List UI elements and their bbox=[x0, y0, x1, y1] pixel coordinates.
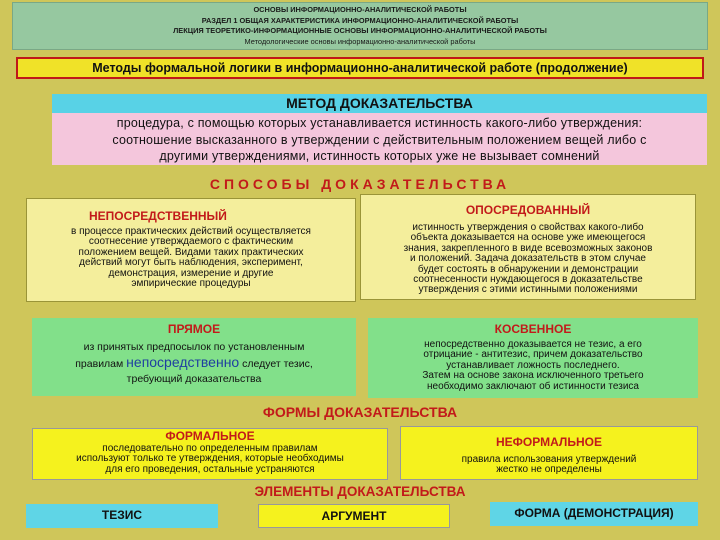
straight-text-part: следует тезис, bbox=[242, 358, 313, 370]
indirect-text-line: утверждения с этими истинными положениями bbox=[418, 284, 638, 296]
informal-text-line: жестко не определены bbox=[496, 464, 602, 476]
formal-title: ФОРМАЛЬНОЕ bbox=[165, 429, 255, 443]
slide-subtitle: Методы формальной логики в информационно-аналитической работе (продолжение) bbox=[16, 57, 704, 79]
informal-text-line: правила использования утверждений bbox=[461, 454, 637, 465]
ways-heading: СПОСОБЫ ДОКАЗАТЕЛЬСТВА bbox=[209, 176, 511, 192]
header-lecture: ЛЕКЦИЯ ТЕОРЕТИКО-ИНФОРМАЦИОННЫЕ ОСНОВЫ ИНФОРМАЦИОННО-АНАЛИТИЧЕСКОЙ РАБОТЫ bbox=[173, 26, 547, 36]
method-title: МЕТОД ДОКАЗАТЕЛЬСТВА bbox=[52, 94, 707, 113]
straight-text bbox=[32, 340, 356, 387]
method-definition-line: другими утверждениями, истинность которых уже не вызывает сомнений bbox=[159, 149, 600, 163]
direct-text-line: демонстрация, измерение и другие bbox=[108, 267, 274, 279]
element-form-demonstration: ФОРМА (ДЕМОНСТРАЦИЯ) bbox=[490, 502, 698, 526]
formal-form-box bbox=[32, 428, 388, 480]
indirect-text-line: знания, закрепленного в виде всевозможных законов bbox=[403, 242, 653, 254]
indirect-text-line: будет состоять в обнаружении и демонстрации bbox=[417, 263, 639, 275]
formal-text-line: для его проведения, остальные устраняются bbox=[105, 463, 315, 475]
informal-form-box bbox=[400, 426, 698, 480]
direct-text-line: действий могут быть наблюдения, эксперимент, bbox=[79, 257, 303, 269]
straight-title: ПРЯМОЕ bbox=[167, 322, 221, 336]
oblique-text bbox=[368, 340, 698, 392]
element-thesis: ТЕЗИС bbox=[26, 504, 218, 528]
straight-text-line bbox=[32, 355, 356, 372]
direct-box bbox=[26, 198, 356, 302]
forms-heading: ФОРМЫ ДОКАЗАТЕЛЬСТВА bbox=[262, 404, 458, 420]
direct-text bbox=[27, 227, 355, 289]
direct-text-line: положением вещей. Видами таких практических bbox=[78, 246, 304, 258]
straight-text-line: требующий доказательства bbox=[126, 373, 262, 385]
oblique-text-line: непосредственно доказывается не тезис, а его bbox=[424, 339, 642, 350]
direct-title: НЕПОСРЕДСТВЕННЫЙ bbox=[89, 209, 227, 223]
direct-text-line: эмпирические процедуры bbox=[131, 278, 251, 290]
oblique-text-line: необходимо заключают об истинности тезиса bbox=[427, 380, 639, 392]
direct-text-line: в процессе практических действий осуществляется bbox=[71, 226, 311, 237]
oblique-text-line: Затем на основе закона исключенного третьего bbox=[422, 370, 644, 382]
straight-proof-box bbox=[32, 318, 356, 396]
indirect-text bbox=[361, 223, 695, 296]
oblique-text-line: отрицание - антитезис, причем доказательство bbox=[423, 349, 643, 361]
element-argument: АРГУМЕНТ bbox=[258, 504, 450, 528]
indirect-text-line: объекта доказывается на основе уже имеющегося bbox=[410, 232, 646, 244]
straight-emphasis: непосредственно bbox=[126, 354, 240, 370]
oblique-text-line: устанавливает ложность последнего. bbox=[446, 359, 620, 371]
formal-text-line: используют только те утверждения, которые необходимы bbox=[76, 453, 344, 465]
elements-heading: ЭЛЕМЕНТЫ ДОКАЗАТЕЛЬСТВА bbox=[254, 484, 466, 499]
slide-header bbox=[12, 2, 708, 50]
oblique-proof-box bbox=[368, 318, 698, 398]
informal-text bbox=[401, 455, 697, 476]
method-definition bbox=[52, 113, 707, 165]
header-topic: Методологические основы информационно-аналитической работы bbox=[244, 36, 476, 46]
method-definition-line: соотношение высказанного в утверждении с действительным положением вещей либо с bbox=[112, 132, 647, 147]
straight-text-line: из принятых предпосылок по установленным bbox=[83, 341, 305, 353]
formal-text bbox=[33, 444, 387, 475]
indirect-text-line: соотнесенности нуждающегося в доказательстве bbox=[413, 274, 643, 286]
straight-text-part: правилам bbox=[75, 358, 124, 370]
header-section: РАЗДЕЛ 1 ОБЩАЯ ХАРАКТЕРИСТИКА ИНФОРМАЦИОННО-АНАЛИТИЧЕСКОЙ РАБОТЫ bbox=[201, 15, 519, 25]
oblique-title: КОСВЕННОЕ bbox=[494, 322, 572, 336]
indirect-text-line: и положений. Задача доказательств в этом случае bbox=[410, 253, 646, 265]
direct-text-line: соотнесение утверждаемого с фактическим bbox=[88, 236, 294, 248]
indirect-text-line: истинность утверждения о свойствах какого-либо bbox=[412, 222, 644, 233]
formal-text-line: последовательно по определенным правилам bbox=[102, 443, 318, 454]
informal-title: НЕФОРМАЛЬНОЕ bbox=[496, 435, 602, 449]
indirect-box bbox=[360, 194, 696, 300]
method-definition-line: процедура, с помощью которых устанавливается истинность какого-либо утверждения: bbox=[116, 116, 643, 130]
indirect-title: ОПОСРЕДОВАННЫЙ bbox=[465, 203, 591, 217]
header-course: ОСНОВЫ ИНФОРМАЦИОННО-АНАЛИТИЧЕСКОЙ РАБОТЫ bbox=[253, 5, 467, 14]
